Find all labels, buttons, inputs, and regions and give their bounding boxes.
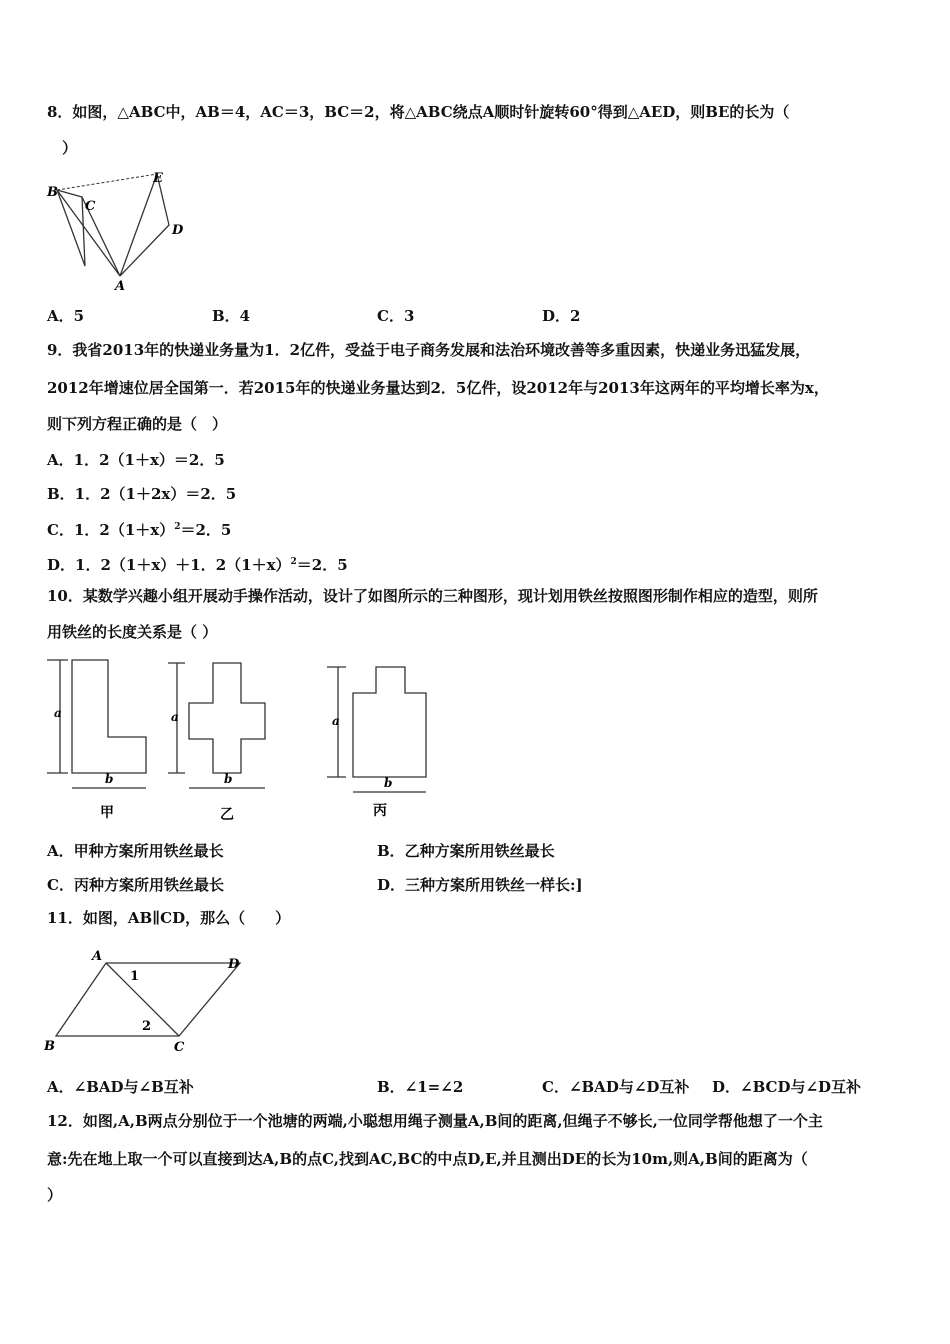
q8-figure xyxy=(45,168,191,294)
q10-option-d: D．三种方案所用铁丝一样长:] xyxy=(377,876,583,894)
svg-text:D: D xyxy=(228,957,240,972)
svg-text:C: C xyxy=(174,1040,185,1055)
svg-text:a: a xyxy=(171,710,179,724)
q9-option-c: C．1．$2(1+x)^2=2$．5 xyxy=(47,521,232,539)
q9-option-a: A．1．2（1＋x）＝2．5 xyxy=(47,451,225,469)
q9-option-b: B．1．2（1＋2x）＝2．5 xyxy=(47,485,237,503)
q9-stem-3: 则下列方程正确的是（ ） xyxy=(47,415,228,433)
svg-text:丙: 丙 xyxy=(373,803,387,819)
q8-option-c: C．3 xyxy=(377,307,415,325)
svg-text:2: 2 xyxy=(142,1019,152,1034)
q9-stem-2: 2012年增速位居全国第一．若2015年的快递业务量达到2．5亿件，设2012年与2013年这两年的平均增长率为x， xyxy=(47,379,829,397)
q8-option-a: A．5 xyxy=(47,307,85,325)
svg-text:B: B xyxy=(47,185,58,200)
svg-text:a: a xyxy=(54,706,62,720)
q10-stem-1: 10．某数学兴趣小组开展动手操作活动，设计了如图所示的三种图形，现计划用铁丝按照图形制作相应的造型，则所 xyxy=(47,587,818,605)
q8-option-b: B．4 xyxy=(212,307,251,325)
q12-stem-2: 意:先在地上取一个可以直接到达A,B的点C,找到AC,BC的中点D,E,并且测出DE的长为10m,则A,B间的距离为（ xyxy=(47,1150,808,1168)
q12-stem-3: ） xyxy=(47,1186,63,1204)
svg-text:乙: 乙 xyxy=(220,807,234,823)
svg-text:A: A xyxy=(115,279,126,294)
q11-stem: 11．如图，AB∥CD，那么（ ） xyxy=(47,909,291,927)
q11-option-c: C．∠BAD与∠D互补 xyxy=(542,1078,690,1096)
svg-text:b: b xyxy=(384,776,393,790)
q8-option-d: D．2 xyxy=(542,307,581,325)
svg-text:C: C xyxy=(85,199,96,214)
q8-stem: 8．如图，△ABC中，AB＝4，AC＝3，BC＝2，将△ABC绕点A顺时针旋转60°得到△AED，则BE的长为（ xyxy=(47,103,790,121)
svg-text:b: b xyxy=(105,772,114,786)
svg-text:A: A xyxy=(92,949,103,964)
q11-option-b: B．∠1=∠2 xyxy=(377,1078,464,1096)
svg-text:b: b xyxy=(224,772,233,786)
q10-figures xyxy=(42,655,442,825)
svg-text:1: 1 xyxy=(130,969,140,984)
svg-text:甲: 甲 xyxy=(100,805,114,821)
svg-text:a: a xyxy=(332,714,340,728)
svg-text:D: D xyxy=(172,223,184,238)
q10-option-b: B．乙种方案所用铁丝最长 xyxy=(377,842,555,860)
q9-stem-1: 9．我省2013年的快递业务量为1．2亿件，受益于电子商务发展和法治环境改善等多重因素，快递业务迅猛发展， xyxy=(47,341,811,359)
q10-option-c: C．丙种方案所用铁丝最长 xyxy=(47,876,224,894)
svg-text:E: E xyxy=(153,171,163,186)
q10-stem-2: 用铁丝的长度关系是（ ） xyxy=(47,623,218,641)
q11-figure xyxy=(44,948,244,1058)
q11-option-d: D．∠BCD与∠D互补 xyxy=(712,1078,862,1096)
q9-option-d: D．1．2（1＋x）＋1．$2(1+x)^2=2$．5 xyxy=(47,556,348,574)
q8-stem-end: ） xyxy=(62,139,78,157)
q10-option-a: A．甲种方案所用铁丝最长 xyxy=(47,842,224,860)
q12-stem-1: 12．如图,A,B两点分别位于一个池塘的两端,小聪想用绳子测量A,B间的距离,但绳子不够长,一位同学帮他想了一个主 xyxy=(47,1112,823,1130)
q11-option-a: A．∠BAD与∠B互补 xyxy=(47,1078,194,1096)
svg-text:B: B xyxy=(44,1039,55,1054)
